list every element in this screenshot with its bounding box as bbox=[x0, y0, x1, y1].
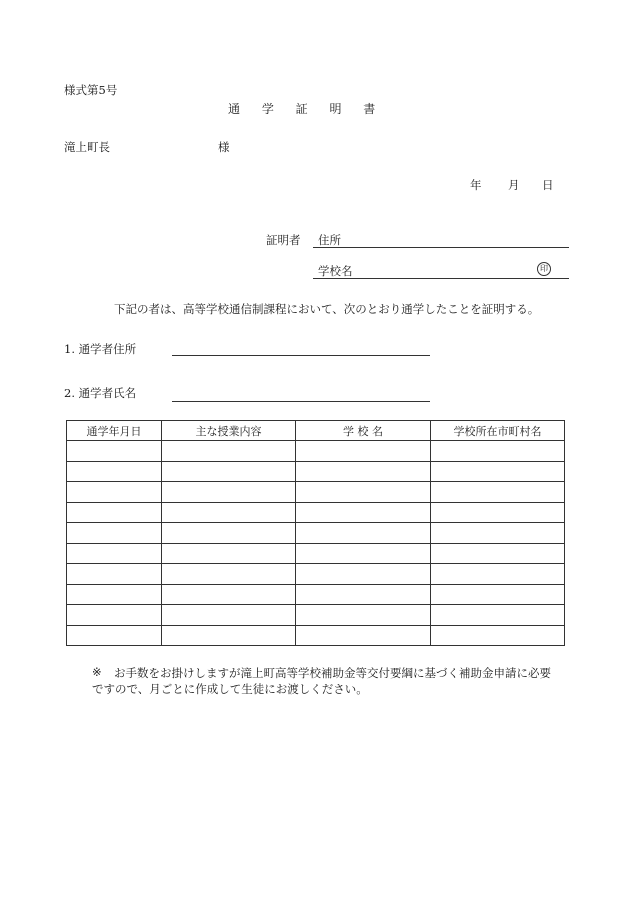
table-cell bbox=[431, 543, 565, 564]
table-cell bbox=[162, 523, 296, 544]
certifier-address-label: 住所 bbox=[318, 233, 341, 247]
table-cell bbox=[296, 461, 431, 482]
table-cell bbox=[296, 482, 431, 503]
table-cell bbox=[431, 502, 565, 523]
table-cell bbox=[296, 441, 431, 462]
certifier-school-line bbox=[313, 278, 569, 279]
table-cell bbox=[296, 564, 431, 585]
table-cell bbox=[162, 502, 296, 523]
table-cell bbox=[67, 502, 162, 523]
table-row bbox=[67, 502, 565, 523]
table-cell bbox=[162, 461, 296, 482]
table-cell bbox=[296, 625, 431, 646]
table-cell bbox=[296, 543, 431, 564]
honorific: 様 bbox=[218, 140, 230, 154]
table-row bbox=[67, 461, 565, 482]
header-school-name: 学 校 名 bbox=[296, 421, 431, 441]
table-cell bbox=[431, 584, 565, 605]
table-cell bbox=[67, 564, 162, 585]
certifier-address-line bbox=[313, 247, 569, 248]
table-row bbox=[67, 441, 565, 462]
note-line-2: ですので、月ごとに作成して生徒にお渡しください。 bbox=[92, 682, 368, 696]
table-cell bbox=[296, 523, 431, 544]
table-cell bbox=[67, 461, 162, 482]
certification-statement: 下記の者は、高等学校通信制課程において、次のとおり通学したことを証明する。 bbox=[114, 302, 540, 316]
table-cell bbox=[67, 605, 162, 626]
date-day-label: 日 bbox=[542, 178, 554, 192]
table-cell bbox=[67, 523, 162, 544]
table-cell bbox=[431, 461, 565, 482]
table-cell bbox=[67, 584, 162, 605]
commuter-address-line bbox=[172, 355, 430, 356]
header-school-municipality: 学校所在市町村名 bbox=[431, 421, 565, 441]
commuter-name-line bbox=[172, 401, 430, 402]
table-cell bbox=[162, 605, 296, 626]
table-row bbox=[67, 482, 565, 503]
table-cell bbox=[431, 441, 565, 462]
certifier-label: 証明者 bbox=[266, 233, 301, 247]
table-cell bbox=[431, 605, 565, 626]
commuter-address-label: 1. 通学者住所 bbox=[64, 342, 137, 356]
table-cell bbox=[431, 482, 565, 503]
table-row bbox=[67, 523, 565, 544]
table-row bbox=[67, 605, 565, 626]
form-number: 様式第5号 bbox=[64, 83, 118, 97]
certifier-school-label: 学校名 bbox=[318, 264, 353, 278]
addressee: 滝上町長 bbox=[64, 140, 110, 154]
table-cell bbox=[162, 625, 296, 646]
table-cell bbox=[431, 625, 565, 646]
table-cell bbox=[67, 625, 162, 646]
document-title: 通 学 証 明 書 bbox=[228, 102, 385, 116]
table-cell bbox=[67, 543, 162, 564]
table-cell bbox=[296, 502, 431, 523]
table-cell bbox=[162, 543, 296, 564]
header-date: 通学年月日 bbox=[67, 421, 162, 441]
note-mark: ※ bbox=[92, 665, 102, 679]
date-year-label: 年 bbox=[470, 178, 482, 192]
table-row bbox=[67, 625, 565, 646]
table-row bbox=[67, 543, 565, 564]
table-cell bbox=[431, 564, 565, 585]
table-cell bbox=[67, 482, 162, 503]
table-cell bbox=[431, 523, 565, 544]
table-cell bbox=[296, 605, 431, 626]
commuter-name-label: 2. 通学者氏名 bbox=[64, 386, 137, 400]
table-row bbox=[67, 584, 565, 605]
table-cell bbox=[162, 482, 296, 503]
table-cell bbox=[162, 584, 296, 605]
note-line-1: お手数をお掛けしますが滝上町高等学校補助金等交付要綱に基づく補助金申請に必要 bbox=[114, 666, 551, 680]
table-cell bbox=[296, 584, 431, 605]
date-month-label: 月 bbox=[508, 178, 520, 192]
header-lesson-content: 主な授業内容 bbox=[162, 421, 296, 441]
table-cell bbox=[162, 564, 296, 585]
table-header-row bbox=[67, 421, 565, 441]
table-row bbox=[67, 564, 565, 585]
table-cell bbox=[162, 441, 296, 462]
seal-mark: 印 bbox=[537, 262, 551, 276]
table-cell bbox=[67, 441, 162, 462]
attendance-table bbox=[66, 420, 565, 646]
